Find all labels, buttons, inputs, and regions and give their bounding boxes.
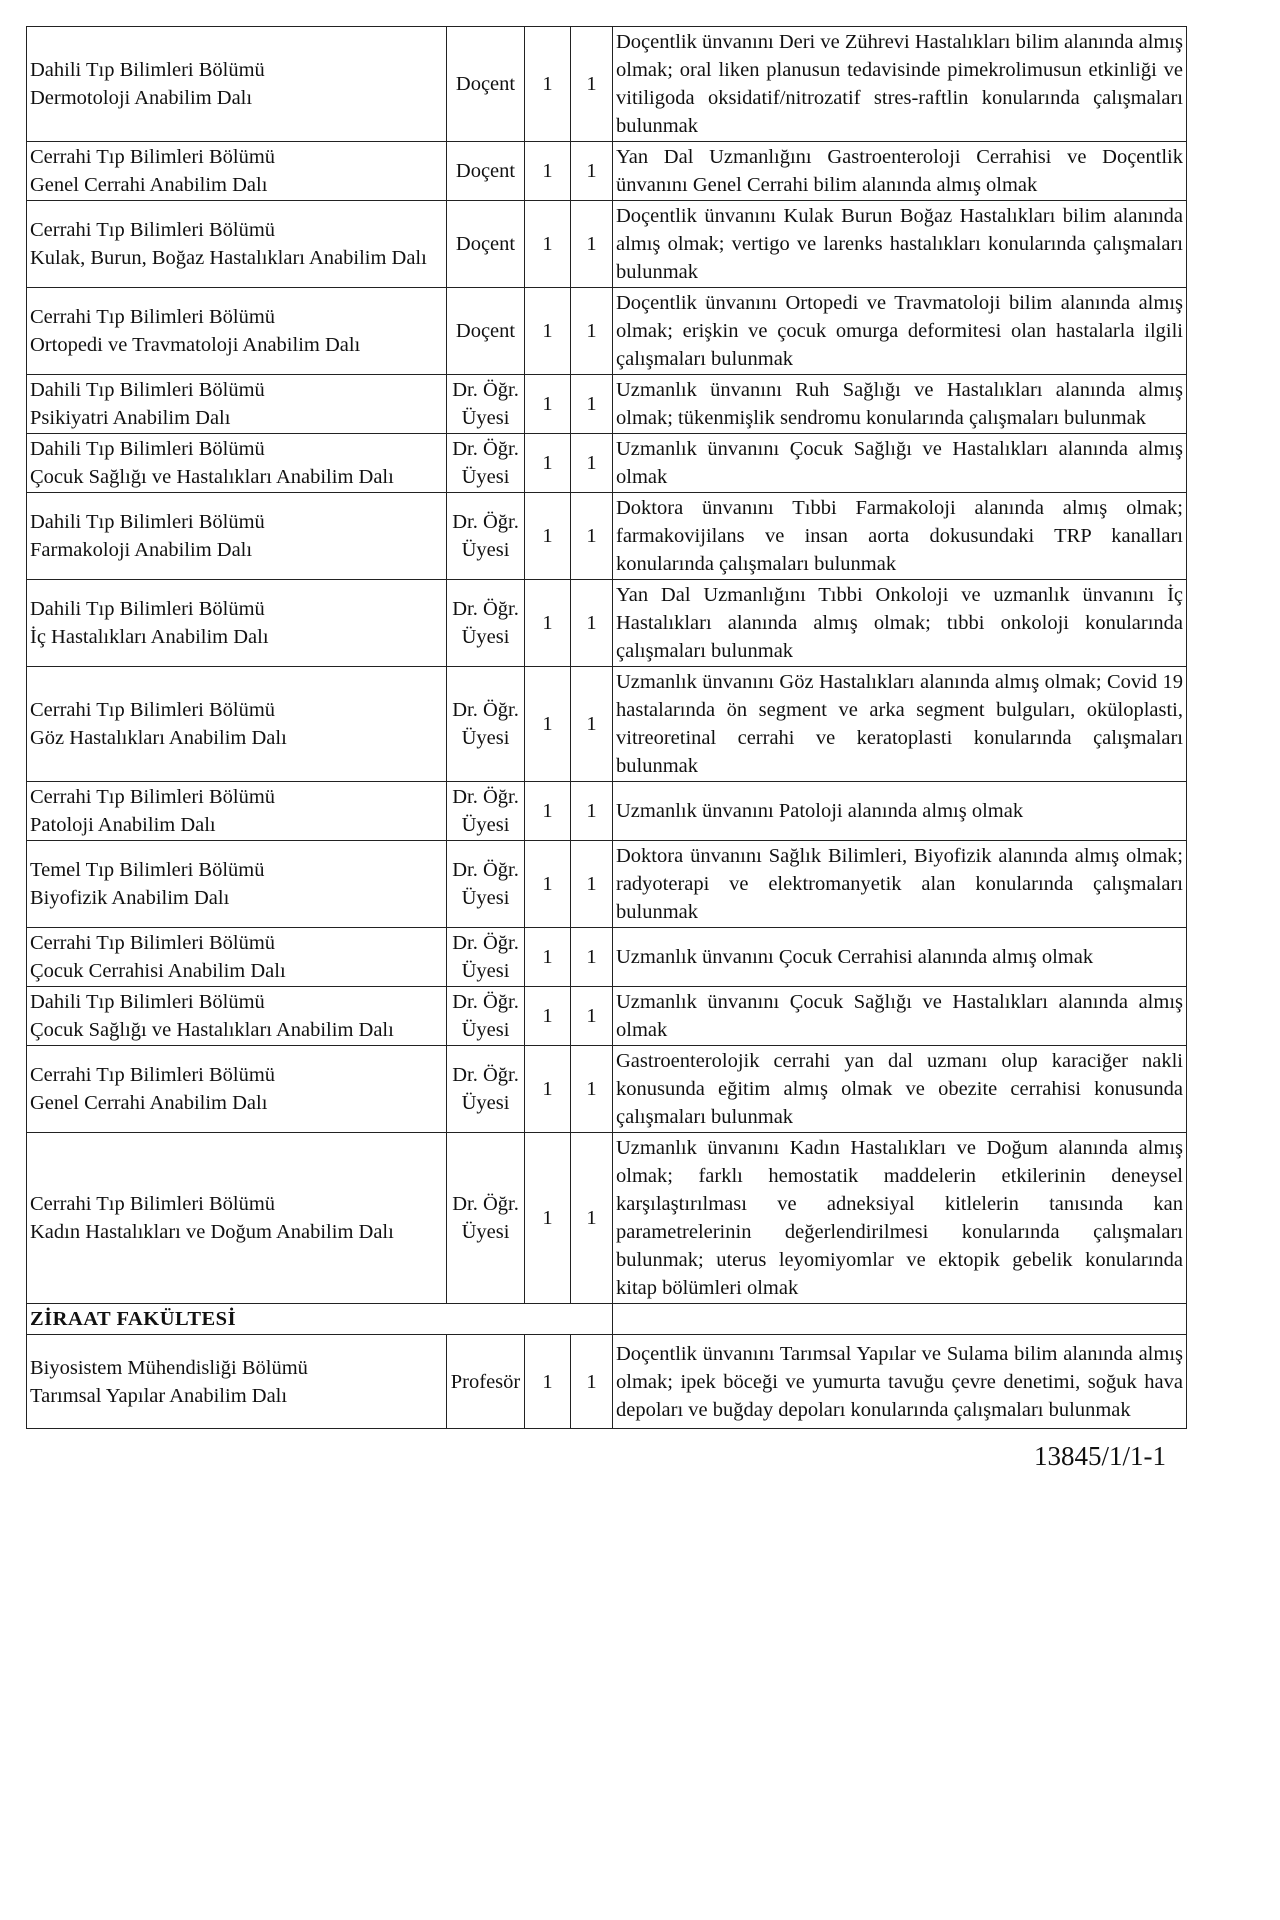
- degree-count: 1: [571, 580, 613, 667]
- requirements-cell: Yan Dal Uzmanlığını Gastroenteroloji Cerrahisi ve Doçentlik ünvanını Genel Cerrahi bilim alanında almış olmak: [613, 142, 1187, 201]
- department-name: Cerrahi Tıp Bilimleri Bölümü: [30, 219, 276, 241]
- academic-title: Dr. Öğr. Üyesi: [447, 375, 525, 434]
- department-cell: [27, 1133, 447, 1304]
- table-row: [27, 841, 1187, 928]
- faculty-header-row: [27, 1304, 1187, 1335]
- position-count: 1: [525, 928, 571, 987]
- degree-count: 1: [571, 288, 613, 375]
- position-count: 1: [525, 782, 571, 841]
- table-row: [27, 667, 1187, 782]
- requirements-cell: Doktora ünvanını Sağlık Bilimleri, Biyofizik alanında almış olmak; radyoterapi ve elektromanyetik alan konularında çalışmaları bulunmak: [613, 841, 1187, 928]
- department-name: Temel Tıp Bilimleri Bölümü: [30, 859, 265, 881]
- division-name: İç Hastalıkları Anabilim Dalı: [30, 626, 269, 648]
- department-name: Dahili Tıp Bilimleri Bölümü: [30, 511, 265, 533]
- department-name: Cerrahi Tıp Bilimleri Bölümü: [30, 786, 276, 808]
- degree-count: 1: [571, 375, 613, 434]
- table-row: [27, 288, 1187, 375]
- position-count: 1: [525, 142, 571, 201]
- department-cell: [27, 27, 447, 142]
- positions-table: [26, 26, 1187, 1429]
- degree-count: 1: [571, 434, 613, 493]
- degree-count: 1: [571, 667, 613, 782]
- department-name: Dahili Tıp Bilimleri Bölümü: [30, 598, 265, 620]
- degree-count: 1: [571, 1133, 613, 1304]
- division-name: Çocuk Cerrahisi Anabilim Dalı: [30, 960, 286, 982]
- academic-title: Profesör: [447, 1335, 525, 1429]
- division-name: Patoloji Anabilim Dalı: [30, 814, 216, 836]
- degree-count: 1: [571, 142, 613, 201]
- position-count: 1: [525, 987, 571, 1046]
- division-name: Farmakoloji Anabilim Dalı: [30, 539, 253, 561]
- requirements-cell: Doçentlik ünvanını Ortopedi ve Travmatoloji bilim alanında almış olmak; erişkin ve çocuk omurga deformitesi olan hastalarla ilgili çalışmaları bulunmak: [613, 288, 1187, 375]
- position-count: 1: [525, 288, 571, 375]
- department-cell: [27, 782, 447, 841]
- position-count: 1: [525, 667, 571, 782]
- academic-title: Dr. Öğr. Üyesi: [447, 782, 525, 841]
- academic-title: Dr. Öğr. Üyesi: [447, 667, 525, 782]
- requirements-cell: Uzmanlık ünvanını Patoloji alanında almış olmak: [613, 782, 1187, 841]
- position-count: 1: [525, 201, 571, 288]
- department-name: Dahili Tıp Bilimleri Bölümü: [30, 991, 265, 1013]
- position-count: 1: [525, 434, 571, 493]
- degree-count: 1: [571, 1046, 613, 1133]
- table-row: [27, 375, 1187, 434]
- department-name: Cerrahi Tıp Bilimleri Bölümü: [30, 306, 276, 328]
- position-count: 1: [525, 493, 571, 580]
- department-cell: [27, 928, 447, 987]
- requirements-cell: Doçentlik ünvanını Kulak Burun Boğaz Hastalıkları bilim alanında almış olmak; vertigo ve larenks hastalıkları konularında çalışmaları bulunmak: [613, 201, 1187, 288]
- department-cell: [27, 142, 447, 201]
- academic-title: Doçent: [447, 27, 525, 142]
- table-row: [27, 1133, 1187, 1304]
- academic-title: Dr. Öğr. Üyesi: [447, 1133, 525, 1304]
- position-count: 1: [525, 1335, 571, 1429]
- requirements-cell: Doçentlik ünvanını Tarımsal Yapılar ve Sulama bilim alanında almış olmak; ipek böceği ve yumurta tavuğu çevre denetimi, soğuk hava depoları ve buğday depoları konularında çalışmaları bulunmak: [613, 1335, 1187, 1429]
- degree-count: 1: [571, 201, 613, 288]
- position-count: 1: [525, 27, 571, 142]
- academic-title: Dr. Öğr. Üyesi: [447, 928, 525, 987]
- division-name: Ortopedi ve Travmatoloji Anabilim Dalı: [30, 334, 361, 356]
- requirements-cell: Gastroenterolojik cerrahi yan dal uzmanı olup karaciğer nakli konusunda eğitim almış olmak ve obezite cerrahisi konusunda çalışmaları bulunmak: [613, 1046, 1187, 1133]
- division-name: Tarımsal Yapılar Anabilim Dalı: [30, 1384, 288, 1407]
- department-cell: [27, 1046, 447, 1133]
- department-cell: [27, 434, 447, 493]
- degree-count: 1: [571, 841, 613, 928]
- academic-title: Dr. Öğr. Üyesi: [447, 434, 525, 493]
- academic-title: Dr. Öğr. Üyesi: [447, 841, 525, 928]
- academic-title: Dr. Öğr. Üyesi: [447, 493, 525, 580]
- department-cell: [27, 288, 447, 375]
- table-row: [27, 1335, 1187, 1429]
- academic-title: Doçent: [447, 201, 525, 288]
- division-name: Biyofizik Anabilim Dalı: [30, 887, 230, 909]
- department-name: Biyosistem Mühendisliği Bölümü: [30, 1356, 308, 1379]
- table-row: [27, 928, 1187, 987]
- division-name: Çocuk Sağlığı ve Hastalıkları Anabilim Dalı: [30, 466, 394, 488]
- table-row: [27, 434, 1187, 493]
- degree-count: 1: [571, 1335, 613, 1429]
- department-name: Cerrahi Tıp Bilimleri Bölümü: [30, 932, 276, 954]
- requirements-cell: Yan Dal Uzmanlığını Tıbbi Onkoloji ve uzmanlık ünvanını İç Hastalıkları alanında almış olmak; tıbbi onkoloji konularında çalışmaları bulunmak: [613, 580, 1187, 667]
- table-row: [27, 987, 1187, 1046]
- table-row: [27, 142, 1187, 201]
- department-cell: [27, 1335, 447, 1429]
- degree-count: 1: [571, 27, 613, 142]
- position-count: 1: [525, 1133, 571, 1304]
- table-row: [27, 201, 1187, 288]
- division-name: Dermotoloji Anabilim Dalı: [30, 87, 253, 109]
- division-name: Kulak, Burun, Boğaz Hastalıkları Anabilim Dalı: [30, 247, 427, 269]
- table-row: [27, 493, 1187, 580]
- degree-count: 1: [571, 928, 613, 987]
- position-count: 1: [525, 841, 571, 928]
- academic-title: Doçent: [447, 142, 525, 201]
- academic-title: Dr. Öğr. Üyesi: [447, 1046, 525, 1133]
- department-name: Dahili Tıp Bilimleri Bölümü: [30, 59, 265, 81]
- document-reference-number: 13845/1/1-1: [1034, 1441, 1166, 1471]
- table-row: [27, 580, 1187, 667]
- degree-count: 1: [571, 782, 613, 841]
- table-row: [27, 1046, 1187, 1133]
- department-name: Cerrahi Tıp Bilimleri Bölümü: [30, 699, 276, 721]
- faculty-name: ZİRAAT FAKÜLTESİ: [27, 1304, 613, 1335]
- requirements-cell: Uzmanlık ünvanını Ruh Sağlığı ve Hastalıkları alanında almış olmak; tükenmişlik sendromu konularında çalışmaları bulunmak: [613, 375, 1187, 434]
- requirements-cell: Uzmanlık ünvanını Çocuk Cerrahisi alanında almış olmak: [613, 928, 1187, 987]
- department-cell: [27, 580, 447, 667]
- department-name: Cerrahi Tıp Bilimleri Bölümü: [30, 1193, 276, 1215]
- division-name: Çocuk Sağlığı ve Hastalıkları Anabilim Dalı: [30, 1019, 394, 1041]
- division-name: Kadın Hastalıkları ve Doğum Anabilim Dalı: [30, 1221, 394, 1243]
- division-name: Göz Hastalıkları Anabilim Dalı: [30, 727, 287, 749]
- department-name: Cerrahi Tıp Bilimleri Bölümü: [30, 1064, 276, 1086]
- requirements-cell: Doktora ünvanını Tıbbi Farmakoloji alanında almış olmak; farmakovijilans ve insan aorta dokusundaki TRP kanalları konularında çalışmaları bulunmak: [613, 493, 1187, 580]
- requirements-cell: Uzmanlık ünvanını Çocuk Sağlığı ve Hastalıkları alanında almış olmak: [613, 434, 1187, 493]
- department-cell: [27, 201, 447, 288]
- degree-count: 1: [571, 987, 613, 1046]
- department-cell: [27, 493, 447, 580]
- requirements-cell: Uzmanlık ünvanını Kadın Hastalıkları ve Doğum alanında almış olmak; farklı hemostatik maddelerin etkilerinin deneysel karşılaştırılması ve adneksiyal kitlelerin tanısında kan parametrelerinin değerlendirilmesi konularında çalışmaları bulunmak; uterus leyomiyomlar ve ektopik gebelik konularında kitap bölümleri olmak: [613, 1133, 1187, 1304]
- position-count: 1: [525, 375, 571, 434]
- empty-cell: [613, 1304, 1187, 1335]
- department-name: Dahili Tıp Bilimleri Bölümü: [30, 438, 265, 460]
- department-name: Dahili Tıp Bilimleri Bölümü: [30, 379, 265, 401]
- position-count: 1: [525, 580, 571, 667]
- department-name: Cerrahi Tıp Bilimleri Bölümü: [30, 146, 276, 168]
- division-name: Genel Cerrahi Anabilim Dalı: [30, 174, 268, 196]
- position-count: 1: [525, 1046, 571, 1133]
- requirements-cell: Uzmanlık ünvanını Göz Hastalıkları alanında almış olmak; Covid 19 hastalarında ön segment ve arka segment bulguları, okülоplasti, vitreoretinal cerrahi ve keratoplasti konularında çalışmaları bulunmak: [613, 667, 1187, 782]
- division-name: Genel Cerrahi Anabilim Dalı: [30, 1092, 268, 1114]
- department-cell: [27, 667, 447, 782]
- academic-title: Dr. Öğr. Üyesi: [447, 987, 525, 1046]
- requirements-cell: Doçentlik ünvanını Deri ve Zührevi Hastalıkları bilim alanında almış olmak; oral liken planusun tedavisinde pimekrolimusun etkinliği ve vitiligoda oksidatif/nitrozatif stres-raftlin konularında çalışmaları bulunmak: [613, 27, 1187, 142]
- division-name: Psikiyatri Anabilim Dalı: [30, 407, 231, 429]
- degree-count: 1: [571, 493, 613, 580]
- department-cell: [27, 987, 447, 1046]
- academic-title: Doçent: [447, 288, 525, 375]
- department-cell: [27, 375, 447, 434]
- table-row: [27, 27, 1187, 142]
- requirements-cell: Uzmanlık ünvanını Çocuk Sağlığı ve Hastalıkları alanında almış olmak: [613, 987, 1187, 1046]
- academic-title: Dr. Öğr. Üyesi: [447, 580, 525, 667]
- department-cell: [27, 841, 447, 928]
- table-row: [27, 782, 1187, 841]
